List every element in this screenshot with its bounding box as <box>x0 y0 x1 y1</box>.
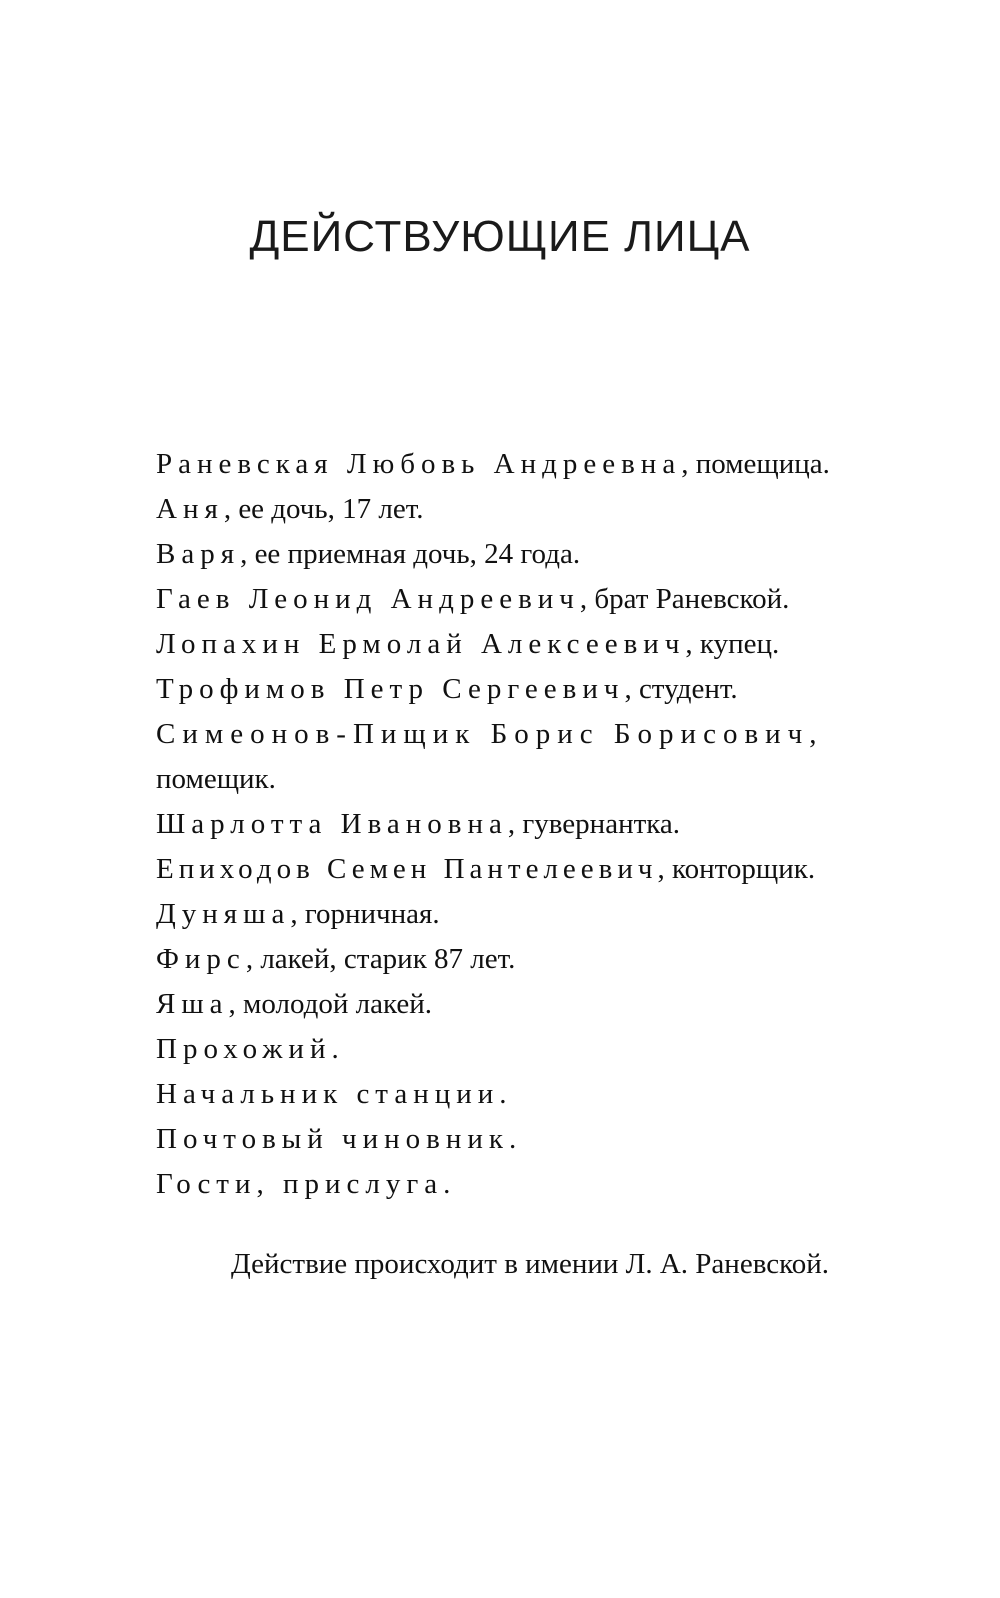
character-name: Лопахин Ермолай Алексеевич <box>156 628 686 660</box>
character-name: Раневская Любовь Андреевна <box>156 448 682 480</box>
setting-note: Действие происходит в имении Л. А. Раневской. <box>231 1248 829 1280</box>
cast-item <box>156 802 946 847</box>
character-description: . <box>331 1033 339 1065</box>
cast-item <box>156 622 946 667</box>
character-description: помещик. <box>156 763 276 795</box>
cast-item <box>156 892 946 937</box>
cast-item <box>156 667 946 712</box>
character-description: , студент. <box>624 673 738 705</box>
character-name: Дуняша <box>156 898 291 930</box>
cast-item <box>156 1072 946 1117</box>
character-description: , конторщик. <box>657 853 816 885</box>
cast-item <box>156 982 946 1027</box>
character-name: Яша <box>156 988 229 1020</box>
character-name: Епиходов Семен Пантелеевич <box>156 853 658 885</box>
cast-item <box>156 1027 946 1072</box>
page-title: ДЕЙСТВУЮЩИЕ ЛИЦА <box>249 212 751 261</box>
character-name: Аня <box>156 493 224 525</box>
cast-item <box>156 937 946 982</box>
character-description: , <box>809 718 817 750</box>
character-name: Почтовый чиновник <box>156 1123 509 1155</box>
cast-item <box>156 577 946 622</box>
cast-item <box>156 847 946 892</box>
character-name: Варя <box>156 538 241 570</box>
character-description: , гувернантка. <box>507 808 681 840</box>
cast-list <box>156 442 946 1207</box>
character-name: Гаев Леонид Андреевич <box>156 583 580 615</box>
cast-item <box>156 1162 946 1207</box>
cast-item <box>156 487 946 532</box>
character-description: , ее дочь, 17 лет. <box>223 493 424 525</box>
character-name: Трофимов Петр Сергеевич <box>156 673 625 705</box>
character-description: . <box>508 1123 517 1155</box>
cast-item <box>156 442 946 487</box>
character-description: , ее приемная дочь, 24 года. <box>240 538 581 570</box>
cast-item <box>156 1117 946 1162</box>
character-description: . <box>443 1168 451 1200</box>
character-name: Начальник станции <box>156 1078 500 1110</box>
character-name: Гости, прислуга <box>156 1168 444 1200</box>
cast-item <box>156 532 946 577</box>
cast-item <box>156 712 946 757</box>
character-name: Симеонов-Пищик Борис Борисович <box>156 718 810 750</box>
character-description: , молодой лакей. <box>228 988 433 1020</box>
character-description: , горничная. <box>290 898 440 930</box>
character-name: Шарлотта Ивановна <box>156 808 508 840</box>
character-name: Прохожий <box>156 1033 332 1065</box>
character-description: . <box>499 1078 507 1110</box>
character-description: , брат Раневской. <box>579 583 790 615</box>
character-description: , помещица. <box>681 448 830 480</box>
character-description: , купец. <box>685 628 780 660</box>
character-description: , лакей, старик 87 лет. <box>245 943 516 975</box>
character-name: Фирс <box>156 943 246 975</box>
cast-item-continuation <box>156 757 946 802</box>
